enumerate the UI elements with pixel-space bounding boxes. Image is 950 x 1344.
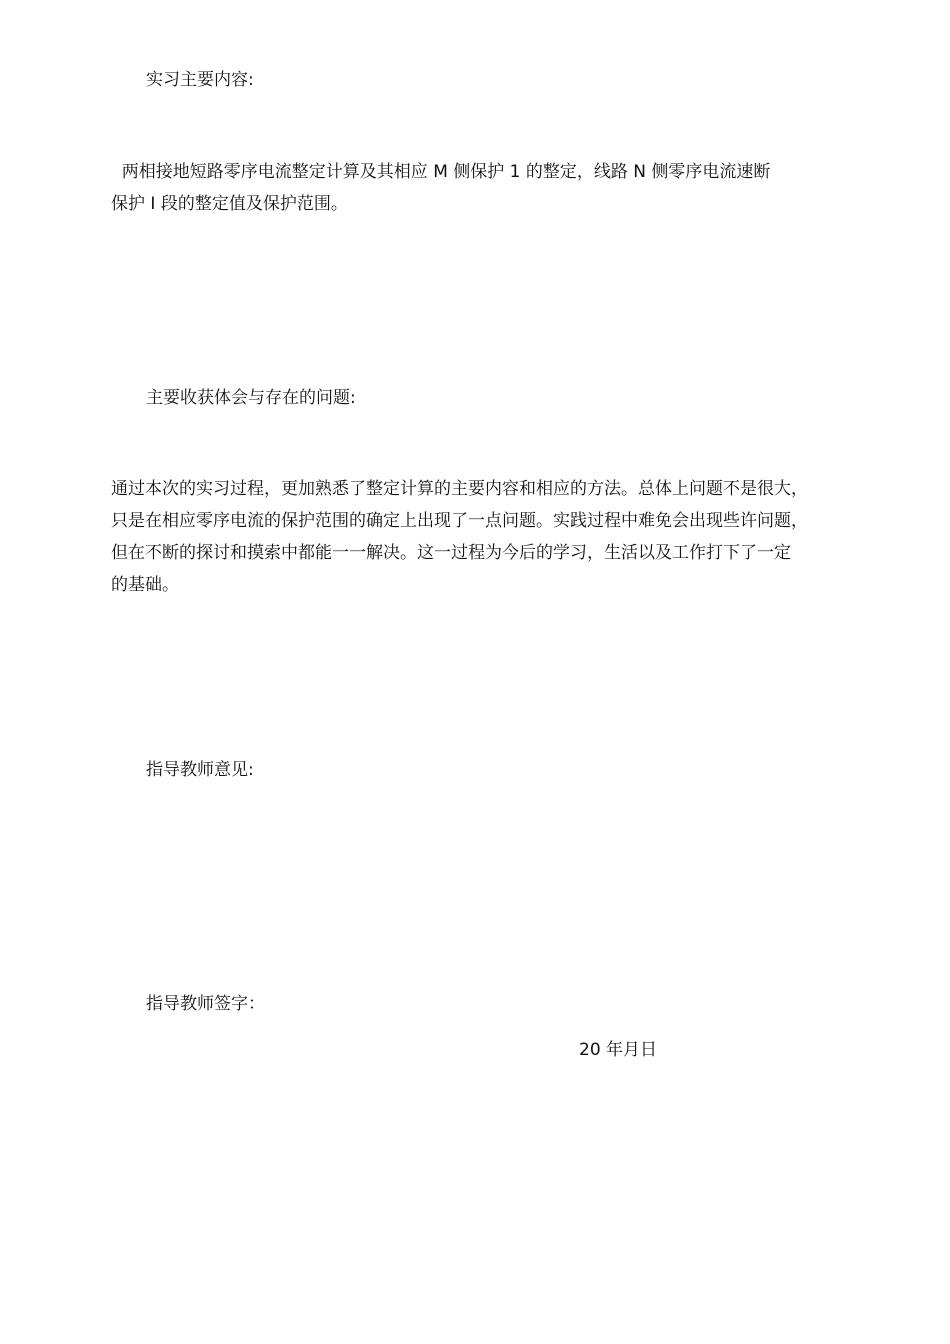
gains-body-line: 但在不断的探讨和摸索中都能一一解决。这一过程为今后的学习，生活以及工作打下了一定 xyxy=(111,543,791,563)
gains-body-line: 通过本次的实习过程，更加熟悉了整定计算的主要内容和相应的方法。总体上问题不是很大， xyxy=(111,479,808,499)
date-line: 20 年月日 xyxy=(579,1040,658,1060)
content-heading: 实习主要内容: xyxy=(146,70,254,90)
content-body xyxy=(111,156,841,220)
gains-body-line: 的基础。 xyxy=(111,575,179,595)
teacher-signature-label: 指导教师签字： xyxy=(146,994,265,1014)
teacher-opinion-heading: 指导教师意见: xyxy=(146,760,254,780)
content-body-line: 保护 I 段的整定值及保护范围。 xyxy=(111,194,348,214)
gains-body-line: 只是在相应零序电流的保护范围的确定上出现了一点问题。实践过程中难免会出现些许问题， xyxy=(111,511,808,531)
gains-heading: 主要收获体会与存在的问题: xyxy=(146,388,356,408)
content-body-line: 两相接地短路零序电流整定计算及其相应 M 侧保护 1 的整定，线路 N 侧零序电流速断 xyxy=(111,162,771,182)
gains-body xyxy=(111,473,841,601)
